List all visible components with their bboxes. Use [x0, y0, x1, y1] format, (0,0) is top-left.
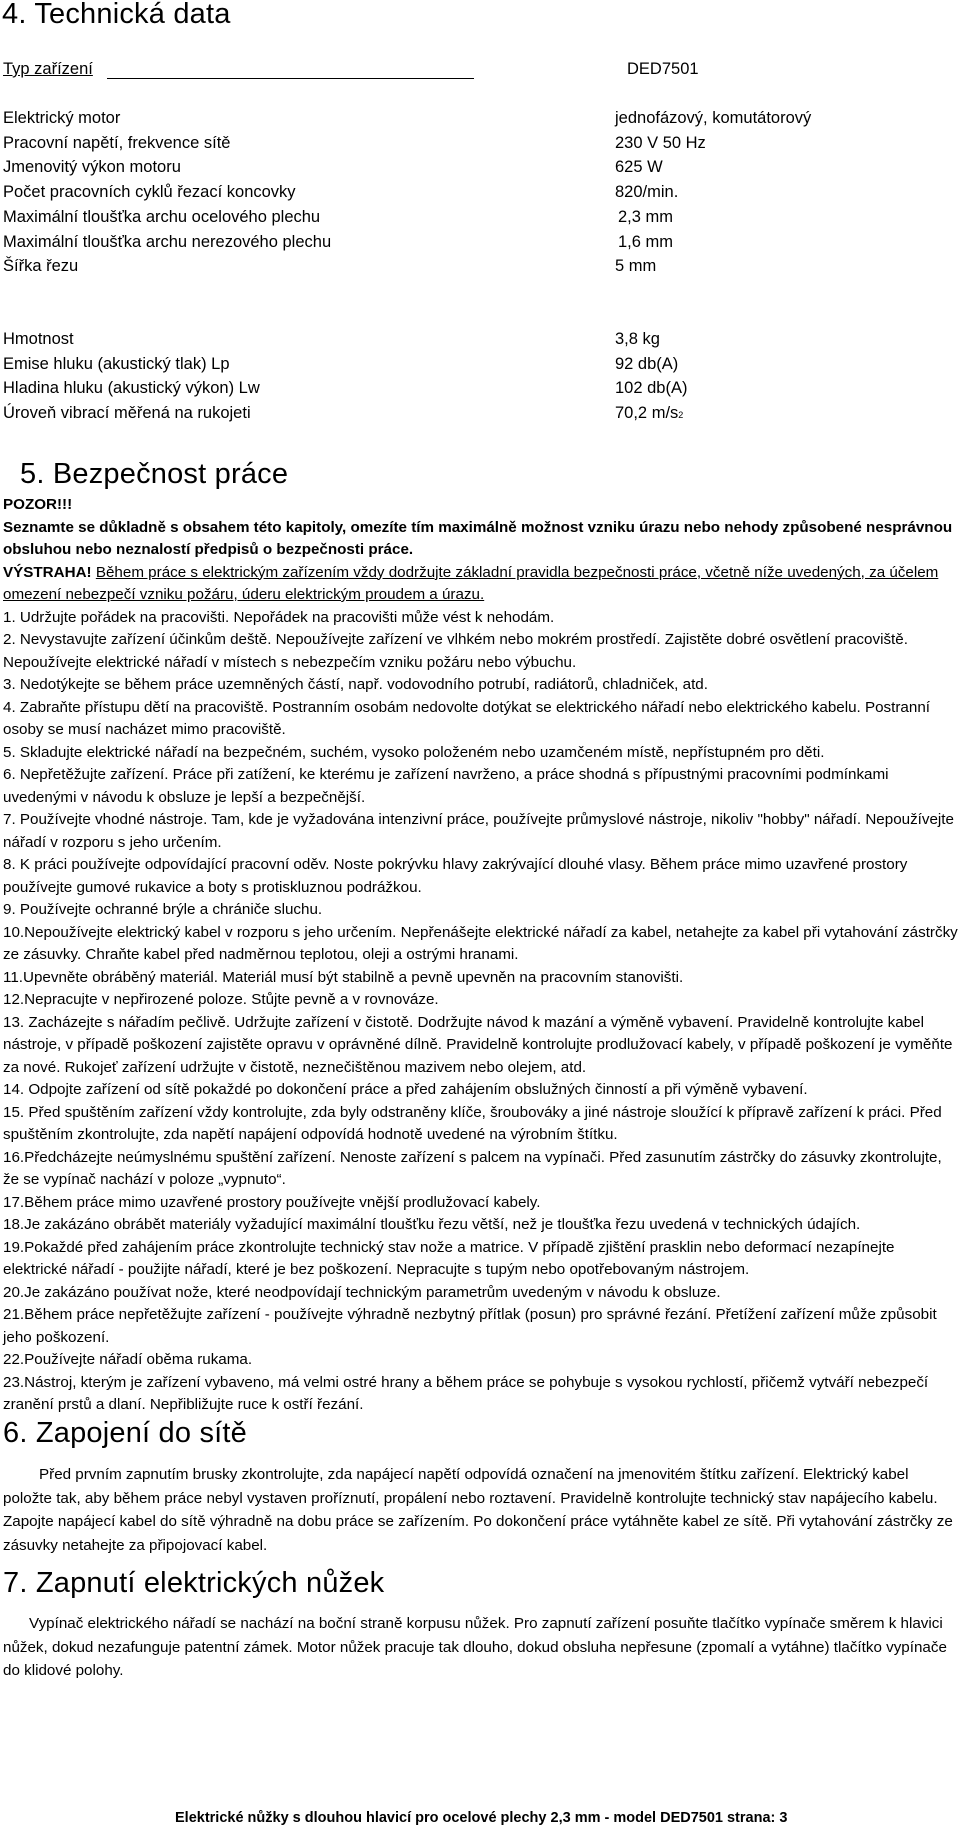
vystraha-paragraph [3, 562, 958, 607]
section-5-heading: 5. Bezpečnost práce [20, 458, 289, 490]
spec-name: Maximální tloušťka archu nerezového plechu [3, 232, 332, 251]
safety-item: 22.Používejte nářadí oběma rukama. [3, 1351, 253, 1368]
safety-item: 4. Zabraňte přístupu dětí na pracoviště. Postranním osobám nedovolte dotýkat se elektrického nářadí nebo elektrického kabelu. Postranní osoby se musí nacházet mimo pracoviště. [3, 698, 930, 738]
spec-value: 820/min. [615, 183, 679, 202]
safety-item: 15. Před spuštěním zařízení vždy kontrolujte, zda byly odstraněny klíče, šroubováky a jiné nástroje sloužící k přípravě zařízení k práci. Před spuštěním zkontrolujte, zda napětí napájení odpovídá hodnotě uvedené na výrobním štítku. [3, 1103, 942, 1143]
section-7-text: Vypínač elektrického nářadí se nachází na boční straně korpusu nůžek. Pro zapnutí zařízení posuňte tlačítko vypínače směrem k hlavici nůžek, dokud nezafunguje patentní zámek. Motor nůžek pracuje tak dlouho, dokud obsluha nepřesune (zpomalí a vytáhne) tlačítko vypínače do klidové polohy. [3, 1615, 947, 1679]
safety-item: 9. Používejte ochranné brýle a chrániče sluchu. [3, 901, 323, 918]
spec-value: jednofázový, komutátorový [615, 109, 812, 127]
safety-item: 12.Nepracujte v nepřirozené poloze. Stůjte pevně a v rovnováze. [3, 991, 439, 1008]
spec-name: Emise hluku (akustický tlak) Lp [3, 354, 230, 373]
section-6-paragraph [3, 1463, 958, 1557]
spec-names-main [3, 106, 331, 279]
safety-warning: Seznamte se důkladně s obsahem této kapitoly, omezíte tím maximálně možnost vzniku úrazu nebo nehody způsobené nesprávnou obsluhou nebo neznalostí předpisů o bezpečnosti práce. [3, 518, 953, 558]
safety-item: 3. Nedotýkejte se během práce uzemněných částí, např. vodovodního potrubí, radiátorů, chladniček, atd. [3, 676, 708, 693]
spec-name: Jmenovitý výkon motoru [3, 158, 181, 177]
spec-value: 5 mm [615, 257, 657, 276]
safety-item: 10.Nepoužívejte elektrický kabel v rozporu s jeho určením. Nepřenášejte elektrické nářadí za kabel, netahejte za kabel při vytahování zástrčky ze zásuvky. Chraňte kabel před nadměrnou teplotou, oleji a ostrými hranami. [3, 923, 958, 963]
spec-value: 92 db(A) [615, 354, 679, 373]
device-type-underline [107, 78, 474, 79]
vystraha-label: VÝSTRAHA! [3, 563, 92, 581]
device-type-label: Typ zařízení [3, 60, 93, 78]
spec-value: 1,6 mm [618, 232, 674, 251]
spec-value: 102 db(A) [615, 379, 688, 398]
spec-value: 2,3 mm [618, 207, 674, 226]
section-7-heading: 7. Zapnutí elektrických nůžek [3, 1567, 385, 1599]
device-type-value: DED7501 [627, 60, 699, 78]
safety-item: 6. Nepřetěžujte zařízení. Práce při zatížení, ke kterému je zařízení navrženo, a práce shodná s přípustnými pracovními podmínkami uvedenými v návodu k obsluze je lepší a bezpečnější. [3, 766, 889, 806]
spec-name: Maximální tloušťka archu ocelového plechu [3, 207, 321, 226]
safety-text [3, 494, 958, 1417]
spec-value: 625 W [615, 158, 663, 177]
safety-item: 8. K práci používejte odpovídající pracovní oděv. Noste pokrývku hlavy zakrývající dlouhé vlasy. Během práce mimo uzavřené prostory používejte gumové rukavice a boty s protiskluznou podrážkou. [3, 856, 908, 896]
spec-name: Elektrický motor [3, 109, 121, 127]
safety-item-list [3, 607, 958, 1417]
section-4-heading: 4. Technická data [2, 0, 231, 30]
safety-item: 16.Předcházejte neúmyslnému spuštění zařízení. Nenoste zařízení s palcem na vypínači. Před zasunutím zástrčky do zásuvky zkontrolujte, že se vypínač nachází v poloze „vypnuto“. [3, 1148, 942, 1188]
spec-value: 3,8 kg [615, 330, 660, 348]
safety-item: 14. Odpojte zařízení od sítě pokaždé po dokončení práce a před zahájením obslužných činností a při výměně vybavení. [3, 1081, 808, 1098]
spec-name: Úroveň vibrací měřená na rukojeti [3, 404, 251, 423]
safety-item: 18.Je zakázáno obrábět materiály vyžadující maximální tloušťku řezu větší, než je tloušťka řezu uvedená v technických údajích. [3, 1216, 861, 1233]
spec-value [615, 401, 687, 426]
vibration-value: 70,2 m/s [615, 404, 679, 423]
device-type-row [3, 60, 699, 79]
section-6-heading: 6. Zapojení do sítě [3, 1417, 248, 1449]
safety-item: 20.Je zakázáno používat nože, které neodpovídají technickým parametrům uvedeným v návodu k obsluze. [3, 1283, 721, 1301]
safety-item: 19.Pokaždé před zahájením práce zkontrolujte technický stav nože a matrice. V případě zjištění prasklin nebo deformací nezapínejte elektrické nářadí - použijte nářadí, které je bez poškození. Nepracujte s tupým nebo opotřebovaným nástrojem. [3, 1238, 895, 1278]
safety-item: 23.Nástroj, kterým je zařízení vybaveno, má velmi ostré hrany a během práce se pohybuje s vysokou rychlostí, přičemž vytváří nebezpečí zranění prstů a dlaní. Nepřibližujte ruce k ostří řezání. [3, 1373, 929, 1413]
safety-item: 13. Zacházejte s nářadím pečlivě. Udržujte zařízení v čistotě. Dodržujte návod k mazání a výměně vybavení. Pravidelně kontrolujte kabel nástroje, v případě poškození zajistěte opravu v oprávněné dílně. Pravidelně kontrolujte prodlužovací kabely, v případě poškození je vyměňte za nové. Rukojeť zařízení udržujte v čistotě, neznečištěnou mazivem nebo olejem, atd. [3, 1013, 953, 1076]
spec-values-secondary [615, 327, 687, 426]
section-7-paragraph [3, 1612, 958, 1683]
page-footer: Elektrické nůžky s dlouhou hlavicí pro ocelové plechy 2,3 mm - model DED7501 strana: 3 [175, 1810, 788, 1826]
spec-value: 230 V 50 Hz [615, 133, 706, 152]
spec-table-main [3, 106, 812, 279]
safety-item: 2. Nevystavujte zařízení účinkům deště. Nepoužívejte zařízení ve vlhkém nebo mokrém prostředí. Zajistěte dobré osvětlení pracoviště. Nepoužívejte elektrické nářadí v místech s nebezpečím vzniku požáru nebo výbuchu. [3, 631, 908, 671]
spec-names-secondary [3, 327, 260, 426]
section-6-text: Před prvním zapnutím brusky zkontrolujte, zda napájecí napětí odpovídá označení na jmenovitém štítku zařízení. Elektrický kabel položte tak, aby během práce nebyl vystaven proříznutí, propálení nebo roztavení. Pravidelně kontrolujte technický stav napájecího kabelu. Zapojte napájecí kabel do sítě výhradně na dobu práce se zařízením. Po dokončení práce vytáhněte kabel ze sítě. Při vytahování zástrčky ze zásuvky netahejte za připojovací kabel. [3, 1466, 953, 1554]
vibration-exponent: 2 [678, 410, 684, 421]
safety-item: 5. Skladujte elektrické nářadí na bezpečném, suchém, vysoko položeném nebo uzamčeném místě, nepřístupném pro děti. [3, 743, 825, 761]
safety-item: 11.Upevněte obráběný materiál. Materiál musí být stabilně a pevně upevněn na pracovním stanovišti. [3, 968, 684, 986]
safety-item: 21.Během práce nepřetěžujte zařízení - používejte výhradně nezbytný přítlak (posun) pro správné řezání. Přetížení zařízení může způsobit jeho poškození. [3, 1306, 937, 1346]
spec-values-main [615, 106, 811, 279]
spec-name: Šířka řezu [3, 257, 79, 276]
safety-item: 1. Udržujte pořádek na pracovišti. Nepořádek na pracovišti může vést k nehodám. [3, 608, 555, 626]
spec-name: Hmotnost [3, 330, 74, 348]
spec-name: Pracovní napětí, frekvence sítě [3, 133, 231, 152]
spec-name: Hladina hluku (akustický výkon) Lw [3, 379, 260, 398]
vystraha-text: Během práce s elektrickým zařízením vždy dodržujte základní pravidla bezpečnosti práce, včetně níže uvedených, za účelem omezení nebezpečí vzniku požáru, úderu elektrickým proudem a úrazu. [3, 563, 939, 603]
spec-table-secondary [3, 327, 688, 426]
safety-item: 17.Během práce mimo uzavřené prostory používejte vnější prodlužovací kabely. [3, 1193, 541, 1211]
safety-item: 7. Používejte vhodné nástroje. Tam, kde je vyžadována intenzivní práce, používejte průmyslové nástroje, nikoliv "hobby" nářadí. Nepoužívejte nářadí v rozporu s jeho určením. [3, 811, 954, 851]
pozor-label: POZOR!!! [3, 496, 73, 513]
spec-name: Počet pracovních cyklů řezací koncovky [3, 183, 296, 202]
